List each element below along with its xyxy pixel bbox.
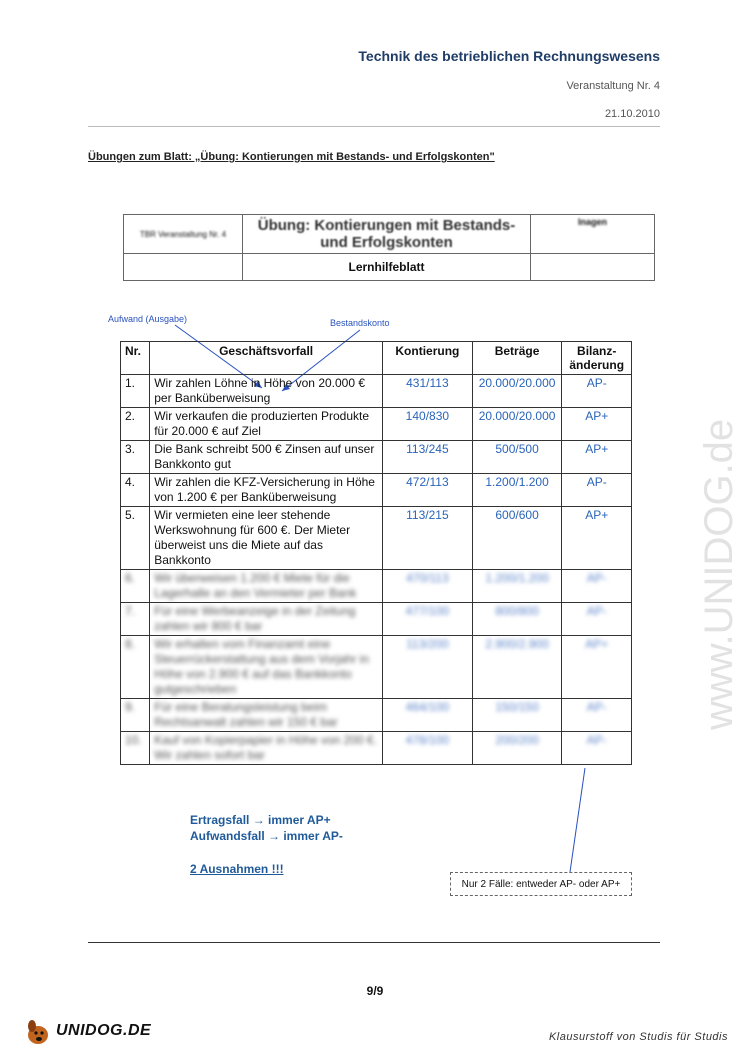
row-balance-change: AP- [562,570,632,603]
row-number: 4. [121,474,150,507]
row-amount: 600/600 [472,507,562,570]
row-number: 8. [121,636,150,699]
row-account: 113/245 [383,441,473,474]
lecture-number: Veranstaltung Nr. 4 [566,80,660,92]
row-balance-change: AP+ [562,636,632,699]
row-transaction: Wir verkaufen die produzierten Produkte für 20.000 € auf Ziel [150,408,383,441]
row-account: 113/215 [383,507,473,570]
summary-expense-rule: Aufwandsfall → immer AP- [190,829,343,843]
page-number: 9/9 [366,984,384,998]
sheet-title: Übung: Kontierungen mit Bestands- und Erfolgskonten [243,215,531,254]
row-amount: 1.200/1.200 [472,570,562,603]
row-balance-change: AP- [562,474,632,507]
table-row [121,732,632,765]
col-header-balance-change: Bilanz- änderung [562,342,632,375]
lecture-date: 21.10.2010 [604,108,660,120]
logo-text: UNIDOG.DE [56,1022,152,1039]
row-number: 3. [121,441,150,474]
col-header-account: Kontierung [383,342,473,375]
row-transaction: Wir zahlen die KFZ-Versicherung in Höhe von 1.200 € per Banküberweisung [150,474,383,507]
row-amount: 800/800 [472,603,562,636]
row-number: 6. [121,570,150,603]
table-row [121,441,632,474]
dog-logo-icon [24,1017,54,1047]
row-transaction: Wir zahlen Löhne in Höhe von 20.000 € per Banküberweisung [150,375,383,408]
table-row [121,375,632,408]
row-transaction: Für eine Werbeanzeige in der Zeitung zahlen wir 800 € bar [150,603,383,636]
footer-divider [88,942,660,943]
row-transaction: Für eine Beratungsleistung beim Rechtsanwalt zahlen wir 150 € bar [150,699,383,732]
row-balance-change: AP- [562,603,632,636]
summary-income-rule: Ertragsfall → immer AP+ [190,813,331,827]
table-row [121,570,632,603]
col-header-nr: Nr. [121,342,150,375]
table-row [121,507,632,570]
row-account: 470/113 [383,570,473,603]
row-number: 5. [121,507,150,570]
document-title: Technik des betrieblichen Rechnungswesens [358,48,660,64]
col-header-amounts: Beträge [472,342,562,375]
row-amount: 20.000/20.000 [472,408,562,441]
col-header-transaction: Geschäftsvorfall [150,342,383,375]
row-transaction: Wir überweisen 1.200 € Miete für die Lagerhalle an den Vermieter per Bank [150,570,383,603]
annotation-inventory: Bestandskonto [330,318,390,328]
annotation-box: Nur 2 Fälle: entweder AP- oder AP+ [450,872,632,896]
row-transaction: Wir vermieten eine leer stehende Werkswohnung für 600 €. Der Mieter überweist uns die Miete auf das Bankkonto [150,507,383,570]
row-account: 140/830 [383,408,473,441]
row-number: 9. [121,699,150,732]
footer-tagline: Klausurstoff von Studis für Studis [548,1031,728,1043]
row-account: 431/113 [383,375,473,408]
row-amount: 1.200/1.200 [472,474,562,507]
row-number: 10. [121,732,150,765]
annotation-expense: Aufwand (Ausgabe) [108,314,188,324]
table-row [121,636,632,699]
row-balance-change: AP+ [562,441,632,474]
summary-exceptions: 2 Ausnahmen !!! [190,862,284,876]
row-amount: 500/500 [472,441,562,474]
watermark [688,280,748,740]
row-balance-change: AP- [562,375,632,408]
row-transaction: Wir erhalten vom Finanzamt eine Steuerrückerstattung aus dem Vorjahr in Höhe von 2.900 € auf das Bankkonto gutgeschrieben [150,636,383,699]
table-row [121,474,632,507]
row-amount: 2.900/2.900 [472,636,562,699]
row-amount: 20.000/20.000 [472,375,562,408]
row-amount: 150/150 [472,699,562,732]
sheet-left-label: TBR Veranstaltung Nr. 4 [124,215,243,254]
table-row [121,603,632,636]
row-transaction: Kauf von Kopierpapier in Höhe von 200 €. Wir zahlen sofort bar [150,732,383,765]
svg-text:www.UNIDOG.de: www.UNIDOG.de [697,418,741,730]
row-account: 113/200 [383,636,473,699]
row-account: 464/100 [383,699,473,732]
row-account: 478/100 [383,732,473,765]
row-account: 472/113 [383,474,473,507]
exercise-heading: Übungen zum Blatt: „Übung: Kontierungen mit Bestands- und Erfolgskonten" [88,151,495,163]
row-number: 7. [121,603,150,636]
table-row [121,699,632,732]
row-number: 2. [121,408,150,441]
row-transaction: Die Bank schreibt 500 € Zinsen auf unser Bankkonto gut [150,441,383,474]
sheet-right-label: Inagen [531,215,655,254]
row-balance-change: AP+ [562,408,632,441]
row-number: 1. [121,375,150,408]
row-balance-change: AP- [562,732,632,765]
transactions-table [120,341,632,765]
row-amount: 200/200 [472,732,562,765]
sheet-subtitle: Lernhilfeblatt [243,254,531,281]
row-account: 477/100 [383,603,473,636]
table-row [121,408,632,441]
row-balance-change: AP- [562,699,632,732]
row-balance-change: AP+ [562,507,632,570]
